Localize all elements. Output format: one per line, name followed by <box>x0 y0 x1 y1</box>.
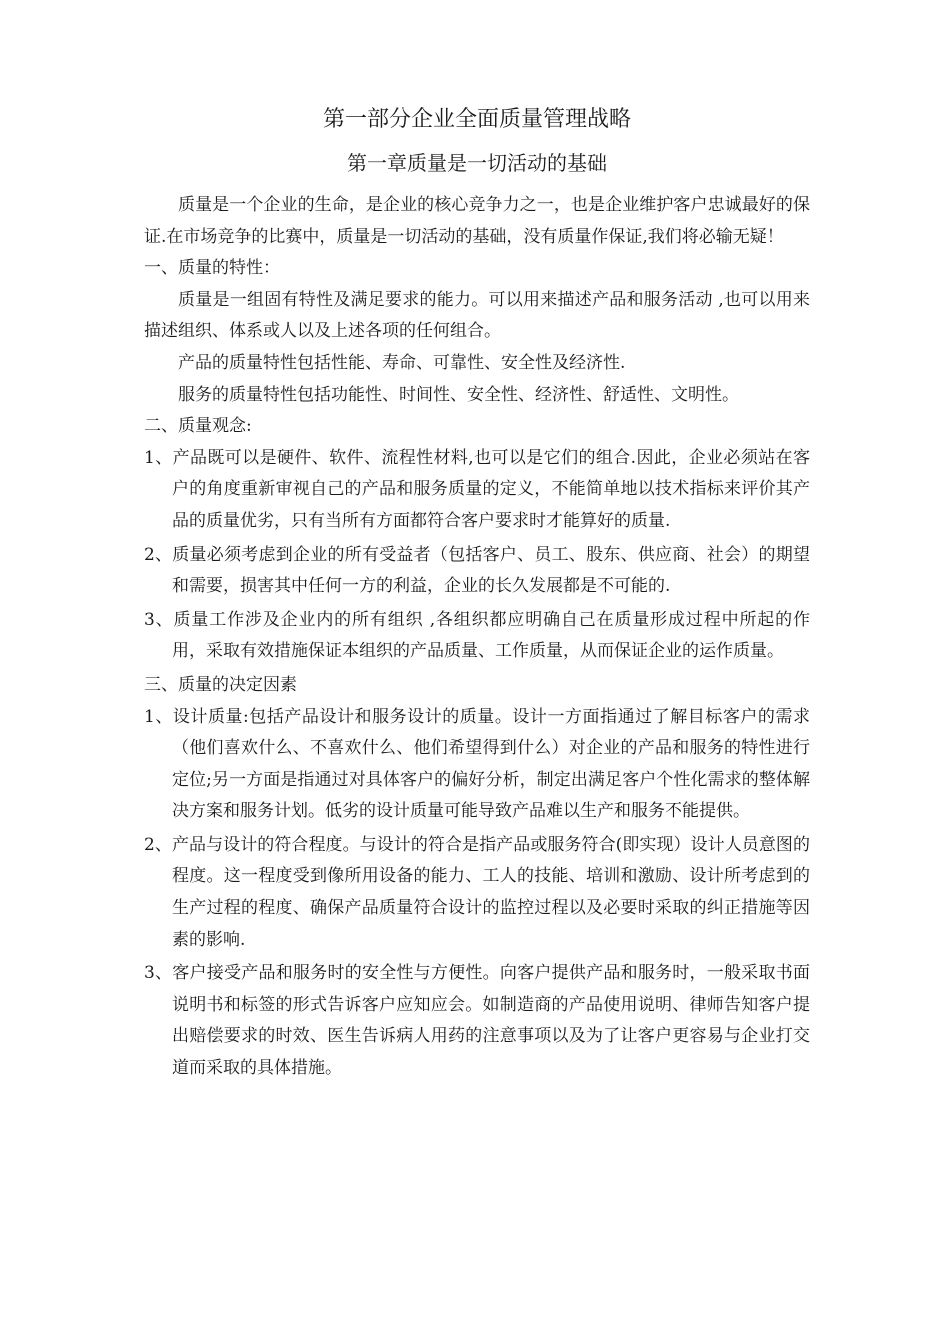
section-heading: 一、质量的特性： <box>144 258 280 279</box>
section-quality-characteristics <box>144 253 810 411</box>
document-title: 第一部分企业全面质量管理战略 <box>322 107 631 132</box>
section-quality-concepts <box>144 411 810 668</box>
intro-paragraph: 质量是一个企业的生命，是企业的核心竞争力之一，也是企业维护客户忠诚最好的保证.在市场竞争的比赛中，质量是一切活动的基础，没有质量作保证,我们将必输无疑！ <box>144 195 810 247</box>
list-item: 1、设计质量:包括产品设计和服务设计的质量。设计一方面指通过了解目标客户的需求（他们喜欢什么、不喜欢什么、他们希望得到什么）对企业的产品和服务的特性进行定位;另一方面是指通过对具体客户的偏好分析，制定出满足客户个性化需求的整体解决方案和服务计划。低劣的设计质量可能导致产品难以生产和服务不能提供。 <box>144 706 810 822</box>
list-item: 3、质量工作涉及企业内的所有组织 ,各组织都应明确自己在质量形成过程中所起的作用，采取有效措施保证本组织的产品质量、工作质量，从而保证企业的运作质量。 <box>144 609 810 662</box>
numbered-list <box>144 702 810 1085</box>
list-item: 2、质量必须考虑到企业的所有受益者（包括客户、员工、股东、供应商、社会）的期望和需要，损害其中任何一方的利益，企业的长久发展都是不可能的. <box>144 544 810 597</box>
section-quality-factors <box>144 670 810 1085</box>
list-item: 3、客户接受产品和服务时的安全性与方便性。向客户提供产品和服务时，一般采取书面说明书和标签的形式告诉客户应知应会。如制造商的产品使用说明、律师告知客户提出赔偿要求的时效、医生告诉病人用药的注意事项以及为了让客户更容易与企业打交道而采取的具体措施。 <box>144 963 810 1079</box>
paragraph: 产品的质量特性包括性能、寿命、可靠性、安全性及经济性. <box>178 352 626 373</box>
list-item: 1、产品既可以是硬件、软件、流程性材料,也可以是它们的组合.因此，企业必须站在客户的角度重新审视自己的产品和服务质量的定义，不能简单地以技术指标来评价其产品的质量优劣，只有当所有方面都符合客户要求时才能算好的质量. <box>144 447 810 531</box>
list-item: 2、产品与设计的符合程度。与设计的符合是指产品或服务符合(即实现）设计人员意图的程度。这一程度受到像所用设备的能力、工人的技能、培训和激励、设计所考虑到的生产过程的程度、确保产品质量符合设计的监控过程以及必要时采取的纠正措施等因素的影响. <box>144 834 810 950</box>
chapter-title: 第一章质量是一切活动的基础 <box>347 151 607 175</box>
paragraph: 服务的质量特性包括功能性、时间性、安全性、经济性、舒适性、文明性。 <box>178 384 739 405</box>
section-heading: 二、质量观念: <box>144 416 252 437</box>
section-heading: 三、质量的决定因素 <box>144 674 297 695</box>
numbered-list <box>144 443 810 668</box>
paragraph: 质量是一组固有特性及满足要求的能力。可以用来描述产品和服务活动 ,也可以用来描述组织、体系或人以及上述各项的任何组合。 <box>144 289 810 342</box>
